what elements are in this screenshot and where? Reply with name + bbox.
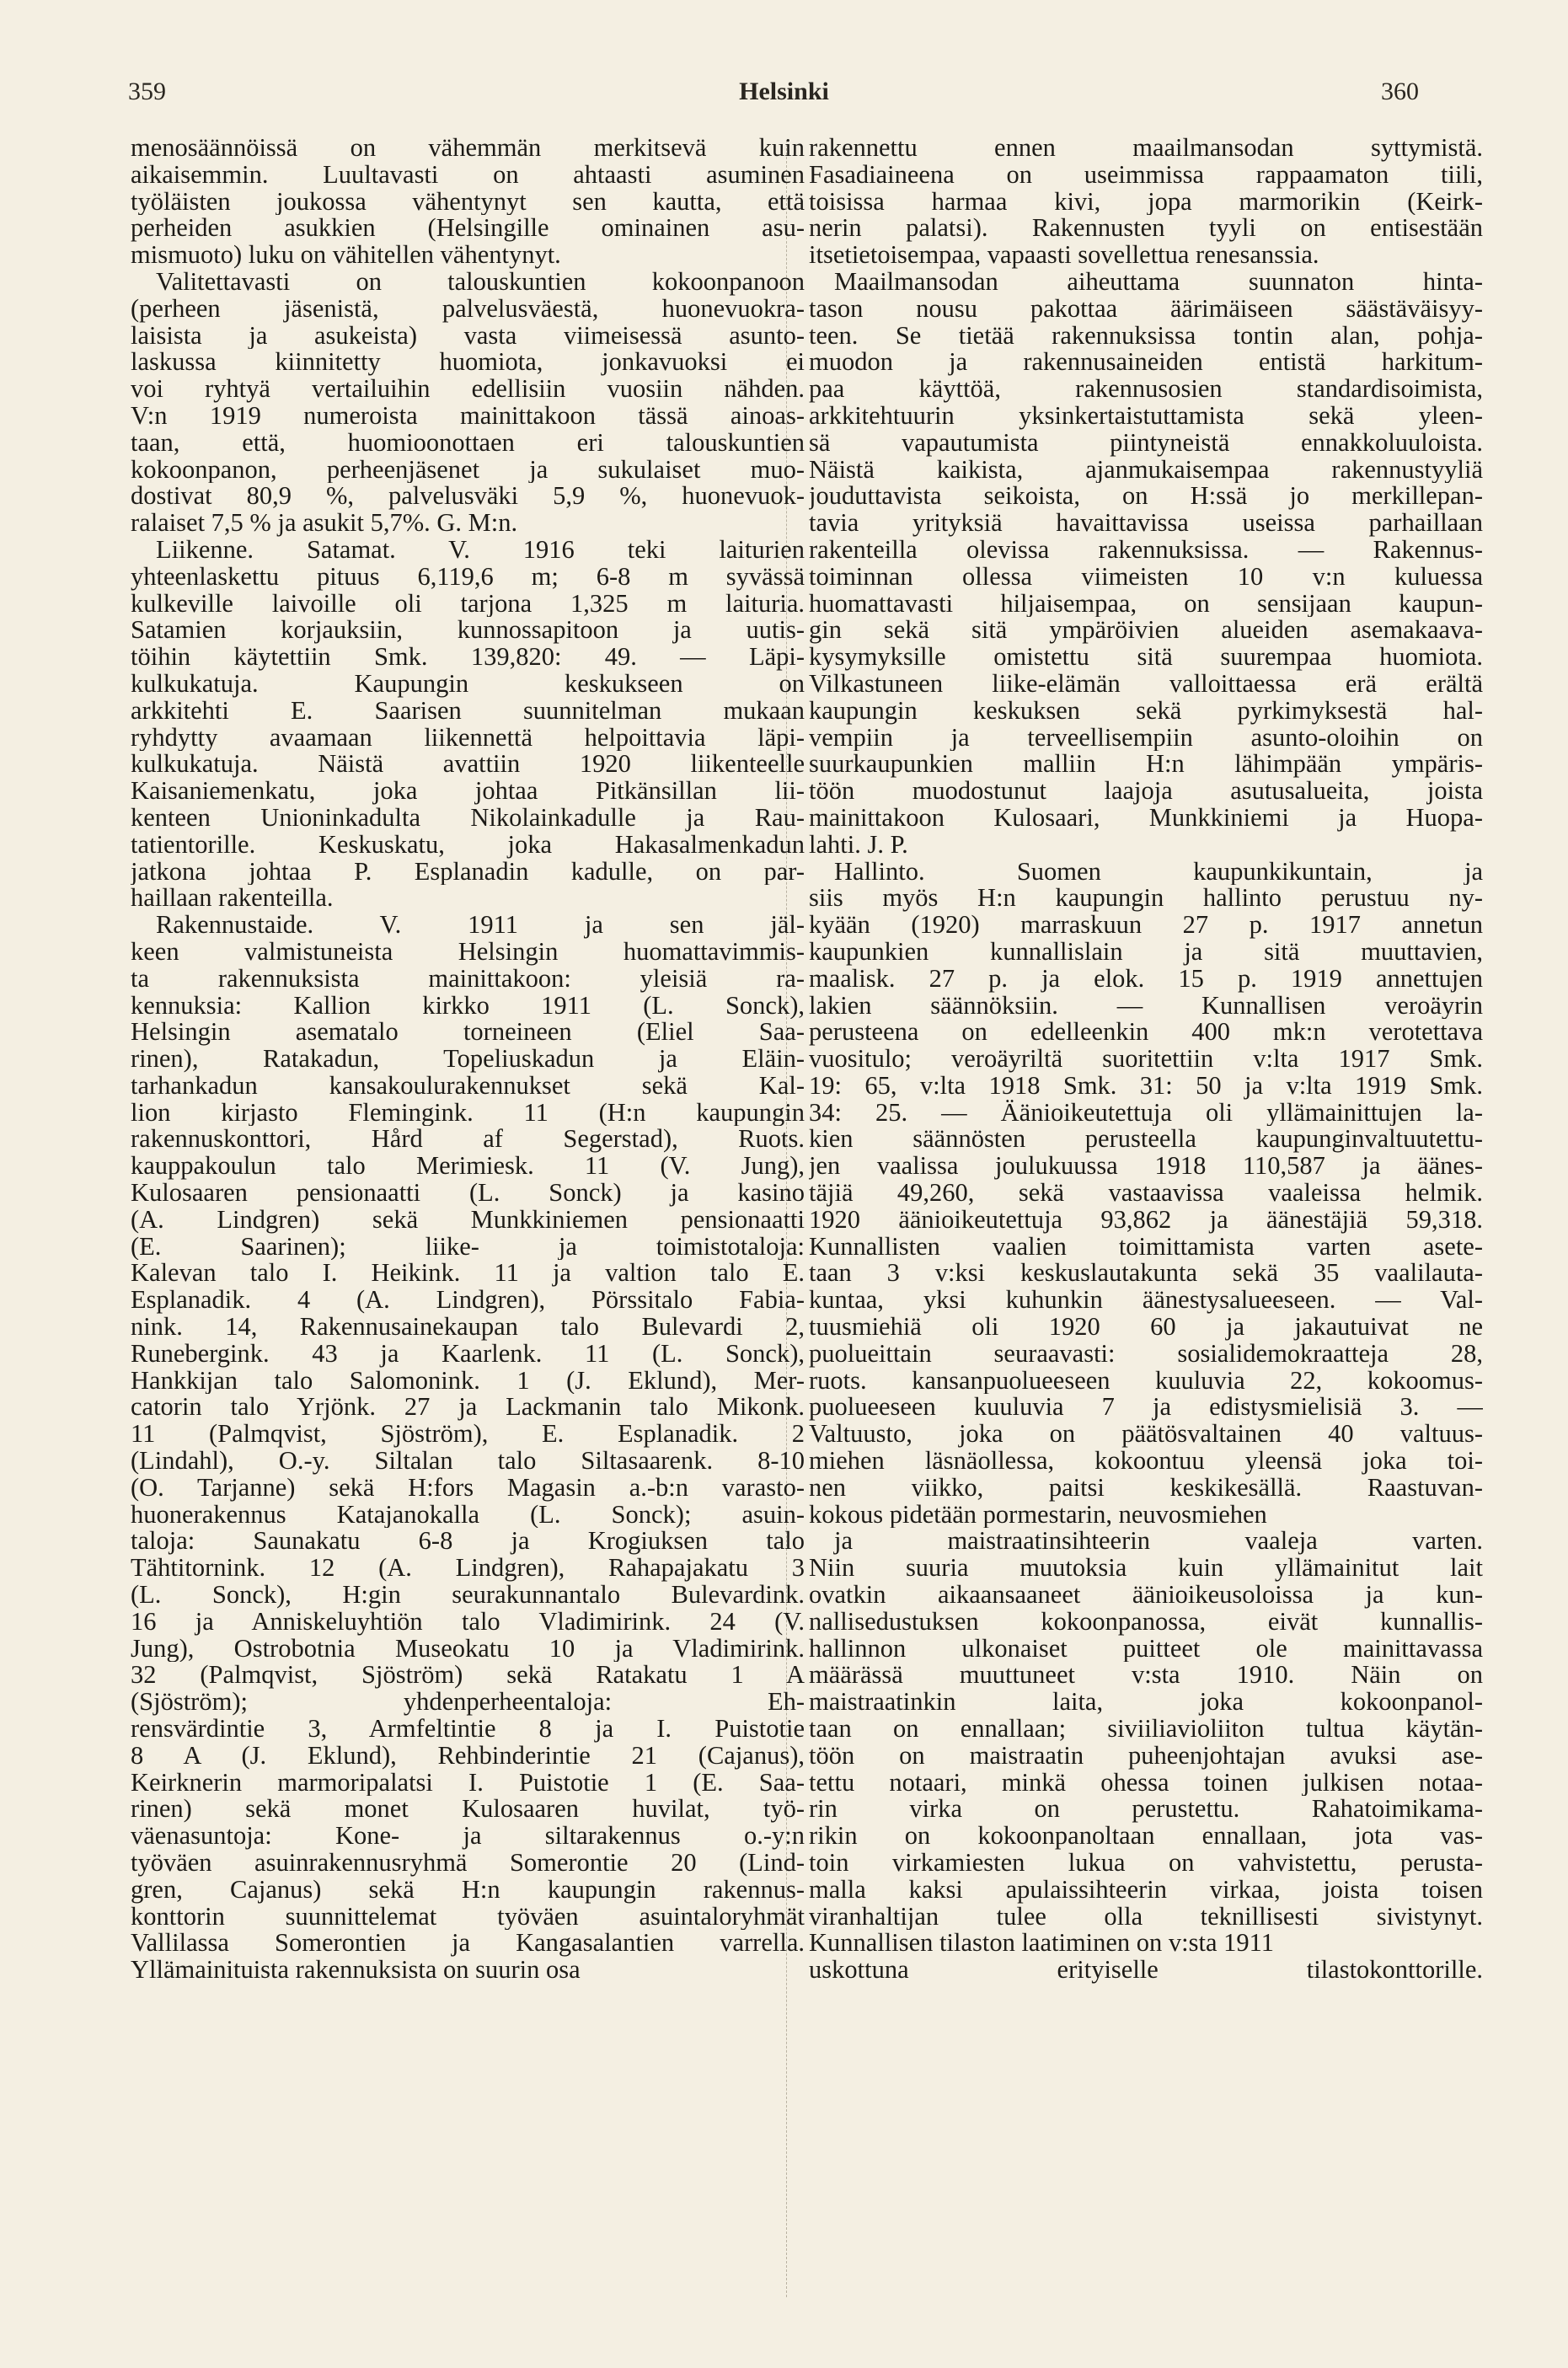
text-line: kokous pidetään pormestarin, neuvosmiehen <box>809 1501 1267 1529</box>
text-line: työväen asuinrakennusryhmä Somerontie 20 (Lind- <box>131 1850 805 1877</box>
text-line: lion kirjasto Flemingink. 11 (H:n kaupungin <box>131 1099 805 1127</box>
running-header <box>0 78 1568 128</box>
text-line: Kaisaniemenkatu, joka johtaa Pitkänsillan lii- <box>131 778 805 805</box>
text-line: 16 ja Anniskeluyhtiön talo Vladimirink. 24 (V. <box>131 1608 805 1636</box>
text-line: mismuoto) luku on vähitellen vähentynyt. <box>131 242 561 269</box>
text-line: Satamien korjauksiin, kunnossapitoon ja uutis- <box>131 617 805 645</box>
text-line: V:n 1919 numeroista mainittakoon tässä ainoas- <box>131 402 805 430</box>
text-line: rakenteilla olevissa rakennuksissa. — Rakennus- <box>809 536 1483 564</box>
text-line: Runebergink. 43 ja Kaarlenk. 11 (L. Sonck), <box>131 1340 805 1368</box>
text-line: työläisten joukossa vähentynyt sen kautta, että <box>131 188 805 216</box>
text-line: 32 (Palmqvist, Sjöström) sekä Ratakatu 1 A <box>131 1662 805 1690</box>
text-line: ryhdytty avaamaan liikennettä helpoittavia läpi- <box>131 724 805 752</box>
text-line: voi ryhtyä vertailuihin edellisiin vuosiin nähden. <box>131 376 805 403</box>
text-line: Kunnallisten vaalien toimittamista varten asete- <box>809 1233 1483 1261</box>
text-line: haillaan rakenteilla. <box>131 885 334 913</box>
text-line: arkkitehtuurin yksinkertaistuttamista sekä yleen- <box>809 402 1483 430</box>
text-line: tettu notaari, minkä ohessa toinen julkisen notaa- <box>809 1769 1483 1797</box>
text-line: 34: 25. — Äänioikeutettuja oli yllämainittujen la- <box>809 1099 1483 1127</box>
text-line: töön muodostunut laajoja asutusalueita, joista <box>809 778 1483 805</box>
text-line: kauppakoulun talo Merimiesk. 11 (V. Jung), <box>131 1153 805 1181</box>
text-line: lahti. J. P. <box>809 831 908 859</box>
text-line: kysymyksille omistettu sitä suurempaa huomiota. <box>809 644 1483 671</box>
text-line: maalisk. 27 p. ja elok. 15 p. 1919 annettujen <box>809 965 1483 993</box>
text-line: gren, Cajanus) sekä H:n kaupungin rakennus- <box>131 1876 805 1904</box>
text-line: teen. Se tietää rakennuksissa tontin alan, pohja- <box>809 322 1483 350</box>
text-line: toiminnan ollessa viimeisten 10 v:n kuluessa <box>809 563 1483 591</box>
text-line: (Sjöström); yhdenperheentaloja: Eh- <box>131 1689 805 1717</box>
text-line: yhteenlaskettu pituus 6,119,6 m; 6-8 m syvässä <box>131 563 805 591</box>
text-line: konttorin suunnittelemat työväen asuintaloryhmät <box>131 1903 805 1931</box>
text-line: väenasuntoja: Kone- ja siltarakennus o.-y:n <box>131 1823 805 1850</box>
text-line: puolueittain seuraavasti: sosialidemokraatteja 28, <box>809 1340 1483 1368</box>
text-line: Näistä kaikista, ajanmukaisempaa rakennustyyliä <box>809 456 1483 484</box>
text-line: tarhankadun kansakoulurakennukset sekä Kal- <box>131 1072 805 1100</box>
text-line: laskussa kiinnitetty huomiota, jonkavuoksi ei <box>131 349 805 377</box>
text-line: Helsingin asematalo torneineen (Eliel Saa- <box>131 1019 805 1047</box>
text-line: Valitettavasti on talouskuntien kokoonpanoon <box>156 268 805 296</box>
text-line: siis myös H:n kaupungin hallinto perustuu ny- <box>809 885 1483 913</box>
text-line: täjiä 49,260, sekä vastaavissa vaaleissa helmik. <box>809 1180 1483 1207</box>
text-line: Jung), Ostrobotnia Museokatu 10 ja Vladimirink. <box>131 1635 805 1663</box>
text-line: ralaiset 7,5 % ja asukit 5,7%. G. M:n. <box>131 510 518 537</box>
text-line: Esplanadik. 4 (A. Lindgren), Pörssitalo Fabia- <box>131 1287 805 1315</box>
text-line: Kalevan talo I. Heikink. 11 ja valtion talo E. <box>131 1260 805 1288</box>
text-line: rakennuskonttori, Hård af Segerstad), Ruots. <box>131 1126 805 1154</box>
text-line: rinen) sekä monet Kulosaaren huvilat, työ- <box>131 1796 805 1824</box>
text-line: töihin käytettiin Smk. 139,820: 49. — Läpi- <box>131 644 805 671</box>
text-line: puolueeseen kuuluvia 7 ja edistysmielisiä 3. — <box>809 1394 1483 1422</box>
text-line: catorin talo Yrjönk. 27 ja Lackmanin talo Mikonk. <box>131 1394 805 1422</box>
text-line: rensvärdintie 3, Armfeltintie 8 ja I. Puistotie <box>131 1716 805 1743</box>
text-line: miehen läsnäollessa, kokoontuu yleensä joka toi- <box>809 1448 1483 1475</box>
text-line: Hallinto. Suomen kaupunkikuntain, ja <box>834 858 1483 886</box>
text-line: kyään (1920) marraskuun 27 p. 1917 annetun <box>809 912 1483 939</box>
text-line: kokoonpanon, perheenjäsenet ja sukulaiset muo- <box>131 456 805 484</box>
text-line: gin sekä sitä ympäröivien alueiden asemakaava- <box>809 617 1483 645</box>
text-line: Rakennustaide. V. 1911 ja sen jäl- <box>156 912 805 939</box>
text-line: (A. Lindgren) sekä Munkkiniemen pensionaatti <box>131 1206 805 1234</box>
text-line: taan, että, huomioonottaen eri talouskuntien <box>131 429 805 457</box>
text-line: Vallilassa Somerontien ja Kangasalantien varrella. <box>131 1930 805 1958</box>
text-line: malla kaksi apulaissihteerin virkaa, joista toisen <box>809 1876 1483 1904</box>
text-line: rakennettu ennen maailmansodan syttymistä. <box>809 135 1483 162</box>
text-line: ja maistraatinsihteerin vaaleja varten. <box>834 1528 1483 1556</box>
text-line: (O. Tarjanne) sekä H:fors Magasin a.-b:n varasto- <box>131 1474 805 1502</box>
text-line: vempiin ja terveellisempiin asunto-oloihin on <box>809 724 1483 752</box>
text-line: toisissa harmaa kivi, jopa marmorikin (Keirk- <box>809 188 1483 216</box>
text-line: Vilkastuneen liike-elämän valloittaessa erä erältä <box>809 670 1483 698</box>
text-line: perheiden asukkien (Helsingille ominainen asu- <box>131 215 805 243</box>
text-line: arkkitehti E. Saarisen suunnitelman mukaan <box>131 697 805 725</box>
text-line: kulkukatuja. Näistä avattiin 1920 liikenteelle <box>131 751 805 779</box>
text-line: mainittakoon Kulosaari, Munkkiniemi ja Huopa- <box>809 804 1483 832</box>
text-line: ovatkin aikaansaaneet äänioikeusoloissa ja kun- <box>809 1582 1483 1609</box>
text-line: kulkukatuja. Kaupungin keskukseen on <box>131 670 805 698</box>
text-line: rin virka on perustettu. Rahatoimikama- <box>809 1796 1483 1824</box>
text-line: Fasadiaineena on useimmissa rappaamaton tiili, <box>809 161 1483 189</box>
page-number-right: 360 <box>1381 78 1419 105</box>
text-line: jatkona johtaa P. Esplanadin kadulle, on par- <box>131 858 805 886</box>
text-line: nen viikko, paitsi keskikesällä. Raastuvan- <box>809 1474 1483 1502</box>
text-line: tavia yrityksiä havaittavissa useissa parhaillaan <box>809 510 1483 537</box>
text-line: Maailmansodan aiheuttama suunnaton hinta- <box>834 268 1483 296</box>
text-line: nink. 14, Rakennusainekaupan talo Bulevardi 2, <box>131 1314 805 1341</box>
text-line: itsetietoisempaa, vapaasti sovellettua renesanssia. <box>809 242 1319 269</box>
text-line: taan 3 v:ksi keskuslautakunta sekä 35 vaalilauta- <box>809 1260 1483 1288</box>
text-line: nallisedustuksen kokoonpanossa, eivät kunnallis- <box>809 1608 1483 1636</box>
text-line: kulkeville laivoille oli tarjona 1,325 m laituria. <box>131 590 805 618</box>
text-line: kien säännösten perusteella kaupunginvaltuutettu- <box>809 1126 1483 1154</box>
text-line: 8 A (J. Eklund), Rehbinderintie 21 (Cajanus), <box>131 1742 805 1770</box>
text-line: ta rakennuksista mainittakoon: yleisiä ra- <box>131 965 805 993</box>
text-line: kuntaa, yksi kuhunkin äänestysalueeseen. — Val- <box>809 1287 1483 1315</box>
text-line: menosäännöissä on vähemmän merkitsevä kuin <box>131 135 805 162</box>
right-column <box>809 135 1483 1984</box>
text-line: töön on maistraatin puheenjohtajan avuksi ase- <box>809 1742 1483 1770</box>
text-line: (perheen jäsenistä, palvelusväestä, huonevuokra- <box>131 295 805 323</box>
text-line: 11 (Palmqvist, Sjöström), E. Esplanadik. 2 <box>131 1421 805 1449</box>
text-line: Yllämainituista rakennuksista on suurin osa <box>131 1957 581 1984</box>
text-line: huonerakennus Katajanokalla (L. Sonck); asuin- <box>131 1501 805 1529</box>
text-line: kaupunkien kunnallislain ja sitä muuttavien, <box>809 938 1483 966</box>
text-line: hallinnon ulkonaiset puitteet ole mainittavassa <box>809 1635 1483 1663</box>
text-line: Kunnallisen tilaston laatiminen on v:sta 1911 <box>809 1930 1275 1958</box>
text-line: uskottuna erityiselle tilastokonttorille. <box>809 1957 1483 1984</box>
text-line: tatientorille. Keskuskatu, joka Hakasalmenkadun <box>131 831 805 859</box>
text-line: perusteena on edelleenkin 400 mk:n verotettava <box>809 1019 1483 1047</box>
text-line: muodon ja rakennusaineiden entistä harkitum- <box>809 349 1483 377</box>
text-line: sä vapautumista piintyneistä ennakkoluuloista. <box>809 429 1483 457</box>
text-line: lakien säännöksiin. — Kunnallisen veroäyrin <box>809 992 1483 1020</box>
text-line: aikaisemmin. Luultavasti on ahtaasti asuminen <box>131 161 805 189</box>
text-line: (Lindahl), O.-y. Siltalan talo Siltasaarenk. 8-10 <box>131 1448 805 1475</box>
page-title: Helsinki <box>739 78 829 105</box>
text-line: kenteen Unioninkadulta Nikolainkadulle ja Rau- <box>131 804 805 832</box>
text-line: maistraatinkin laita, joka kokoonpanol- <box>809 1689 1483 1717</box>
text-line: 1920 äänioikeutettuja 93,862 ja äänestäjiä 59,318. <box>809 1206 1483 1234</box>
left-column <box>131 135 805 1984</box>
text-line: Liikenne. Satamat. V. 1916 teki laiturien <box>156 536 805 564</box>
text-line: vuositulo; veroäyriltä suoritettiin v:lta 1917 Smk. <box>809 1046 1483 1073</box>
page-number-left: 359 <box>128 78 166 105</box>
text-line: jen vaalissa joulukuussa 1918 110,587 ja äänes- <box>809 1153 1483 1181</box>
text-line: taan on ennallaan; siviiliavioliiton tultua käytän- <box>809 1716 1483 1743</box>
text-line: tuusmiehiä oli 1920 60 ja jakautuivat ne <box>809 1314 1483 1341</box>
text-line: Tähtitornink. 12 (A. Lindgren), Rahapajakatu 3 <box>131 1555 805 1583</box>
text-line: viranhaltijan tulee olla teknillisesti sivistynyt. <box>809 1903 1483 1931</box>
text-line: Kulosaaren pensionaatti (L. Sonck) ja kasino <box>131 1180 805 1207</box>
text-line: taloja: Saunakatu 6-8 ja Krogiuksen talo <box>131 1528 805 1556</box>
text-line: kaupungin keskuksen sekä pyrkimyksestä hal- <box>809 697 1483 725</box>
text-line: jouduttavista seikoista, on H:ssä jo merkillepan- <box>809 483 1483 511</box>
text-line: tason nousu pakottaa äärimäiseen säästäväisyy- <box>809 295 1483 323</box>
text-line: rikin on kokoonpanoltaan ennallaan, jota vas- <box>809 1823 1483 1850</box>
text-line: keen valmistuneista Helsingin huomattavimmis- <box>131 938 805 966</box>
text-line: rinen), Ratakadun, Topeliuskadun ja Eläin- <box>131 1046 805 1073</box>
text-line: (E. Saarinen); liike- ja toimistotaloja: <box>131 1233 805 1261</box>
text-line: ruots. kansanpuolueeseen kuuluvia 22, kokoomus- <box>809 1367 1483 1395</box>
text-line: dostivat 80,9 %, palvelusväki 5,9 %, huonevuok- <box>131 483 805 511</box>
text-line: (L. Sonck), H:gin seurakunnantalo Bulevardink. <box>131 1582 805 1609</box>
text-line: laisista ja asukeista) vasta viimeisessä asunto- <box>131 322 805 350</box>
text-line: Keirknerin marmoripalatsi I. Puistotie 1 (E. Saa- <box>131 1769 805 1797</box>
text-line: paa käyttöä, rakennusosien standardisoimista, <box>809 376 1483 403</box>
text-line: huomattavasti hiljaisempaa, on sensijaan kaupun- <box>809 590 1483 618</box>
text-line: Niin suuria muutoksia kuin yllämainitut lait <box>809 1555 1483 1583</box>
text-line: 19: 65, v:lta 1918 Smk. 31: 50 ja v:lta 1919 Smk. <box>809 1072 1483 1100</box>
text-line: Valtuusto, joka on päätösvaltainen 40 valtuus- <box>809 1421 1483 1449</box>
text-line: Hankkijan talo Salomonink. 1 (J. Eklund), Mer- <box>131 1367 805 1395</box>
text-line: nerin palatsi). Rakennusten tyyli on entisestään <box>809 215 1483 243</box>
text-line: suurkaupunkien malliin H:n lähimpään ympäris- <box>809 751 1483 779</box>
text-line: kennuksia: Kallion kirkko 1911 (L. Sonck), <box>131 992 805 1020</box>
text-line: toin virkamiesten lukua on vahvistettu, perusta- <box>809 1850 1483 1877</box>
text-line: määrässä muuttuneet v:sta 1910. Näin on <box>809 1662 1483 1690</box>
